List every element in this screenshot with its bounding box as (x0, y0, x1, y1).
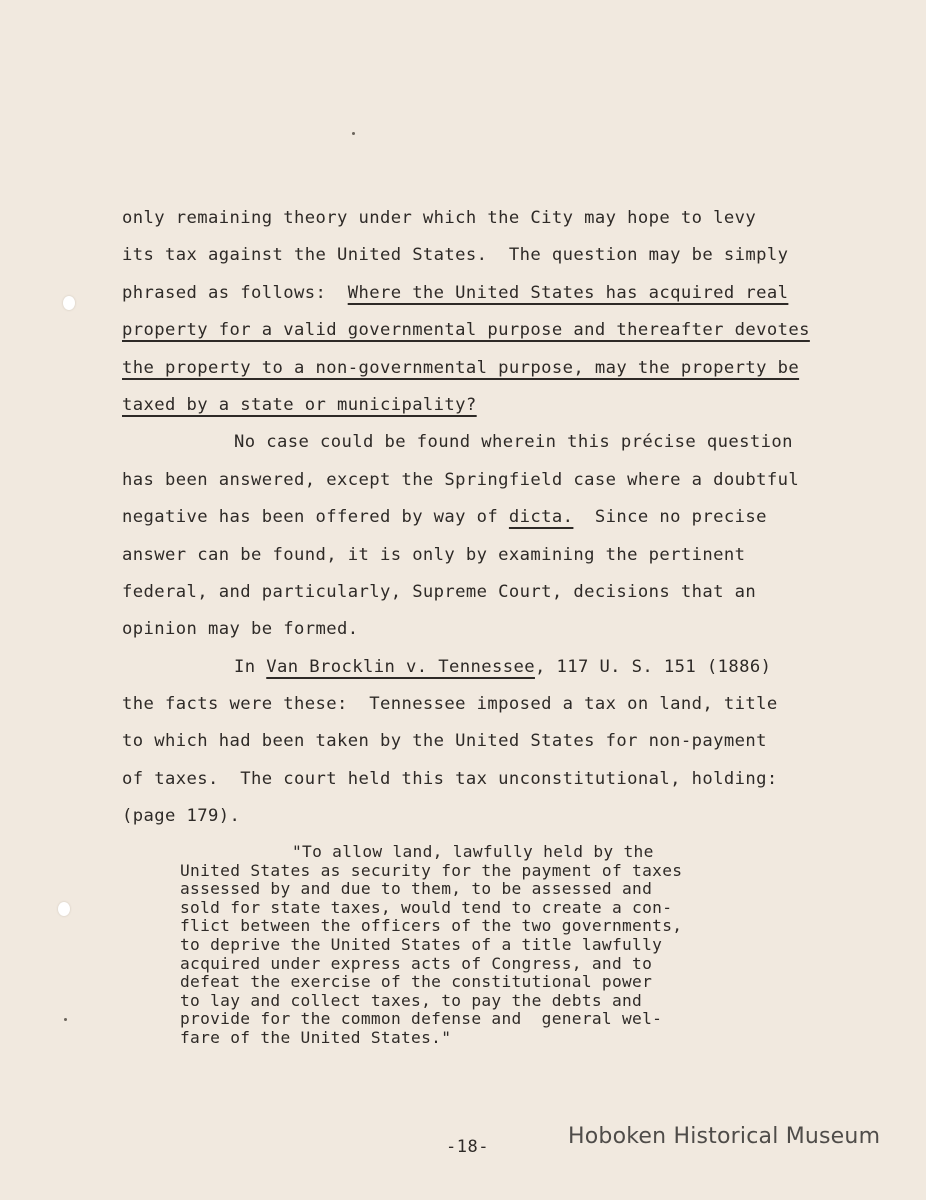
text-line (122, 275, 862, 312)
page-number: -18- (446, 1137, 489, 1157)
quote-line: to deprive the United States of a title lawfully (180, 934, 663, 954)
text-line (122, 387, 862, 424)
text-line: No case could be found wherein this précise question (234, 432, 793, 453)
quote-line: to lay and collect taxes, to pay the debts and (180, 990, 643, 1010)
text-line: (page 179). (122, 806, 241, 827)
quote-line: fare of the United States." (180, 1027, 452, 1047)
text-line: its tax against the United States. The question may be simply (122, 245, 789, 266)
quote-line: defeat the exercise of the constitutional power (180, 972, 653, 992)
text-line: has been answered, except the Springfield case where a doubtful (122, 469, 800, 490)
text-fragment: In (234, 656, 267, 677)
text-line (122, 649, 862, 686)
text-line: the facts were these: Tennessee imposed a tax on land, title (122, 694, 778, 715)
quote-line: "To allow land, lawfully held by the (292, 842, 654, 861)
text-line: federal, and particularly, Supreme Court, decisions that an (122, 581, 757, 602)
text-line: opinion may be formed. (122, 619, 359, 640)
quote-line: acquired under express acts of Congress, and to (180, 953, 653, 973)
text-fragment: , 117 U. S. 151 (1886) (534, 656, 772, 677)
punch-hole (58, 902, 70, 916)
quote-line: sold for state taxes, would tend to create a con- (180, 897, 673, 917)
underlined-question: property for a valid governmental purpose and thereafter devotes (122, 320, 810, 341)
punch-hole (63, 296, 75, 310)
text-line: of taxes. The court held this tax unconstitutional, holding: (122, 768, 778, 789)
text-fragment: negative has been offered by way of (122, 507, 509, 528)
quote-line: provide for the common defense and general wel- (180, 1009, 663, 1029)
watermark: Hoboken Historical Museum (568, 1124, 881, 1149)
underlined-question: taxed by a state or municipality? (122, 394, 477, 415)
block-quote (180, 843, 780, 1048)
text-line: only remaining theory under which the City may hope to levy (122, 208, 757, 228)
text-fragment: Since no precise (573, 507, 767, 528)
body-text (122, 200, 862, 836)
text-line: to which had been taken by the United States for non-payment (122, 731, 767, 752)
text-line: answer can be found, it is only by examining the pertinent (122, 544, 746, 565)
quote-line: assessed by and due to them, to be assessed and (180, 879, 653, 899)
paper-speck (352, 132, 355, 135)
underlined-question: Where the United States has acquired real (347, 282, 789, 303)
text-line (122, 499, 862, 536)
underlined-term: dicta. (508, 507, 574, 528)
text-fragment: phrased as follows: (122, 282, 348, 303)
quote-line: flict between the officers of the two governments, (180, 916, 683, 936)
quote-line: United States as security for the payment of taxes (180, 860, 683, 880)
underlined-question: the property to a non-governmental purpose, may the property be (122, 357, 800, 378)
paper-speck (64, 1018, 67, 1021)
case-name: Van Brocklin v. Tennessee (266, 656, 535, 677)
